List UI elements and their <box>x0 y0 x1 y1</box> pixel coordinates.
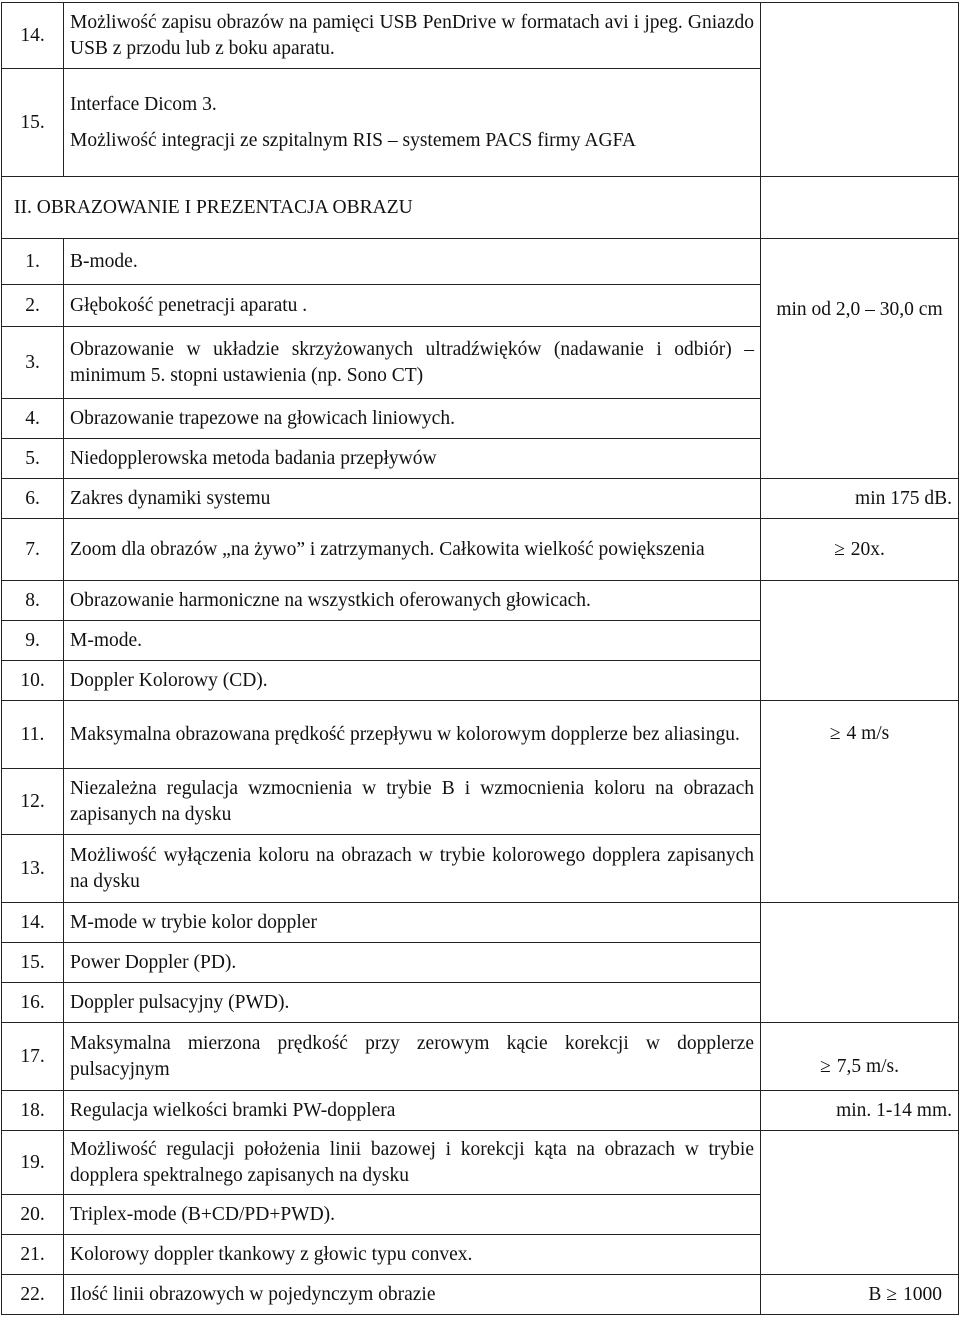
table-row <box>2 1275 959 1315</box>
row-value: min 175 dB. <box>761 479 959 519</box>
row-description: Ilość linii obrazowych w pojedynczym obrazie <box>64 1275 761 1315</box>
row-number: 1. <box>2 239 64 285</box>
row-number: 14. <box>2 3 64 69</box>
table-row <box>2 903 959 943</box>
row-description: Maksymalna obrazowana prędkość przepływu w kolorowym dopplerze bez aliasingu. <box>64 701 761 769</box>
greater-equal-icon: ≥ <box>834 538 845 560</box>
table-row <box>2 479 959 519</box>
row-value <box>761 701 959 903</box>
table-row <box>2 1131 959 1195</box>
row-value-text: 4 m/s <box>846 723 890 744</box>
row-description: M-mode w trybie kolor doppler <box>64 903 761 943</box>
row-number: 5. <box>2 439 64 479</box>
row-number: 4. <box>2 399 64 439</box>
row-value <box>761 3 959 177</box>
table-row <box>2 3 959 69</box>
row-value <box>761 581 959 701</box>
greater-equal-icon: ≥ <box>886 1283 897 1305</box>
row-description-line: Możliwość integracji ze szpitalnym RIS – systemem PACS firmy AGFA <box>70 129 637 151</box>
row-value: min. 1-14 mm. <box>761 1091 959 1131</box>
row-description: Doppler pulsacyjny (PWD). <box>64 983 761 1023</box>
table-row <box>2 581 959 621</box>
greater-equal-icon: ≥ <box>819 1056 831 1077</box>
row-description: Obrazowanie w układzie skrzyżowanych ultradźwięków (nadawanie i odbiór) – minimum 5. stopni ustawienia (np. Sono CT) <box>64 327 761 399</box>
table-row <box>2 239 959 285</box>
row-description: Kolorowy doppler tkankowy z głowic typu convex. <box>64 1235 761 1275</box>
row-number: 14. <box>2 903 64 943</box>
row-description: Power Doppler (PD). <box>64 943 761 983</box>
row-value <box>761 1023 959 1091</box>
row-value <box>761 1131 959 1275</box>
row-number: 11. <box>2 701 64 769</box>
row-description: Zoom dla obrazów „na żywo” i zatrzymanych. Całkowita wielkość powiększenia <box>64 519 761 581</box>
row-description: B-mode. <box>64 239 761 285</box>
row-description: Doppler Kolorowy (CD). <box>64 661 761 701</box>
row-number: 10. <box>2 661 64 701</box>
row-description: Zakres dynamiki systemu <box>64 479 761 519</box>
row-number: 8. <box>2 581 64 621</box>
row-number: 21. <box>2 1235 64 1275</box>
row-description: Obrazowanie harmoniczne na wszystkich oferowanych głowicach. <box>64 581 761 621</box>
row-description: Niezależna regulacja wzmocnienia w trybie B i wzmocnienia koloru na obrazach zapisanych na dysku <box>64 769 761 835</box>
row-value <box>761 519 959 581</box>
row-description: Niedopplerowska metoda badania przepływów <box>64 439 761 479</box>
row-number: 16. <box>2 983 64 1023</box>
row-value-text: 1000 <box>903 1283 942 1305</box>
row-description: Obrazowanie trapezowe na głowicach liniowych. <box>64 399 761 439</box>
row-number: 6. <box>2 479 64 519</box>
row-description: Maksymalna mierzona prędkość przy zerowym kącie korekcji w dopplerze pulsacyjnym <box>64 1023 761 1091</box>
row-value-text: min od 2,0 – 30,0 cm <box>776 299 943 320</box>
row-number: 15. <box>2 943 64 983</box>
section-row <box>2 177 959 239</box>
section-heading: II. OBRAZOWANIE I PREZENTACJA OBRAZU <box>2 177 761 239</box>
row-number: 19. <box>2 1131 64 1195</box>
row-number: 18. <box>2 1091 64 1131</box>
row-description: Możliwość wyłączenia koloru na obrazach w trybie kolorowego dopplera zapisanych na dysku <box>64 835 761 903</box>
row-description-line: Interface Dicom 3. <box>70 93 217 115</box>
row-value-prefix: B <box>868 1283 887 1305</box>
row-description: Możliwość zapisu obrazów na pamięci USB PenDrive w formatach avi i jpeg. Gniazdo USB z przodu lub z boku aparatu. <box>64 3 761 69</box>
row-number: 15. <box>2 69 64 177</box>
row-description: Głębokość penetracji aparatu . <box>64 285 761 327</box>
table-row <box>2 519 959 581</box>
row-value <box>761 239 959 479</box>
row-number: 9. <box>2 621 64 661</box>
row-value-text: 20x. <box>850 538 885 560</box>
row-description: Regulacja wielkości bramki PW-dopplera <box>64 1091 761 1131</box>
row-value <box>761 903 959 1023</box>
row-number: 12. <box>2 769 64 835</box>
row-value-text: 7,5 m/s. <box>836 1056 899 1077</box>
specification-table <box>1 2 959 1315</box>
row-number: 13. <box>2 835 64 903</box>
row-description <box>64 69 761 177</box>
row-number: 2. <box>2 285 64 327</box>
greater-equal-icon: ≥ <box>829 723 841 744</box>
table-row <box>2 701 959 769</box>
row-description: M-mode. <box>64 621 761 661</box>
row-number: 7. <box>2 519 64 581</box>
row-description: Triplex-mode (B+CD/PD+PWD). <box>64 1195 761 1235</box>
row-number: 17. <box>2 1023 64 1091</box>
table-row <box>2 1023 959 1091</box>
row-number: 3. <box>2 327 64 399</box>
table-row <box>2 1091 959 1131</box>
row-number: 20. <box>2 1195 64 1235</box>
row-value <box>761 1275 959 1315</box>
row-value <box>761 177 959 239</box>
row-description: Możliwość regulacji położenia linii bazowej i korekcji kąta na obrazach w trybie dopplera spektralnego zapisanych na dysku <box>64 1131 761 1195</box>
row-number: 22. <box>2 1275 64 1315</box>
